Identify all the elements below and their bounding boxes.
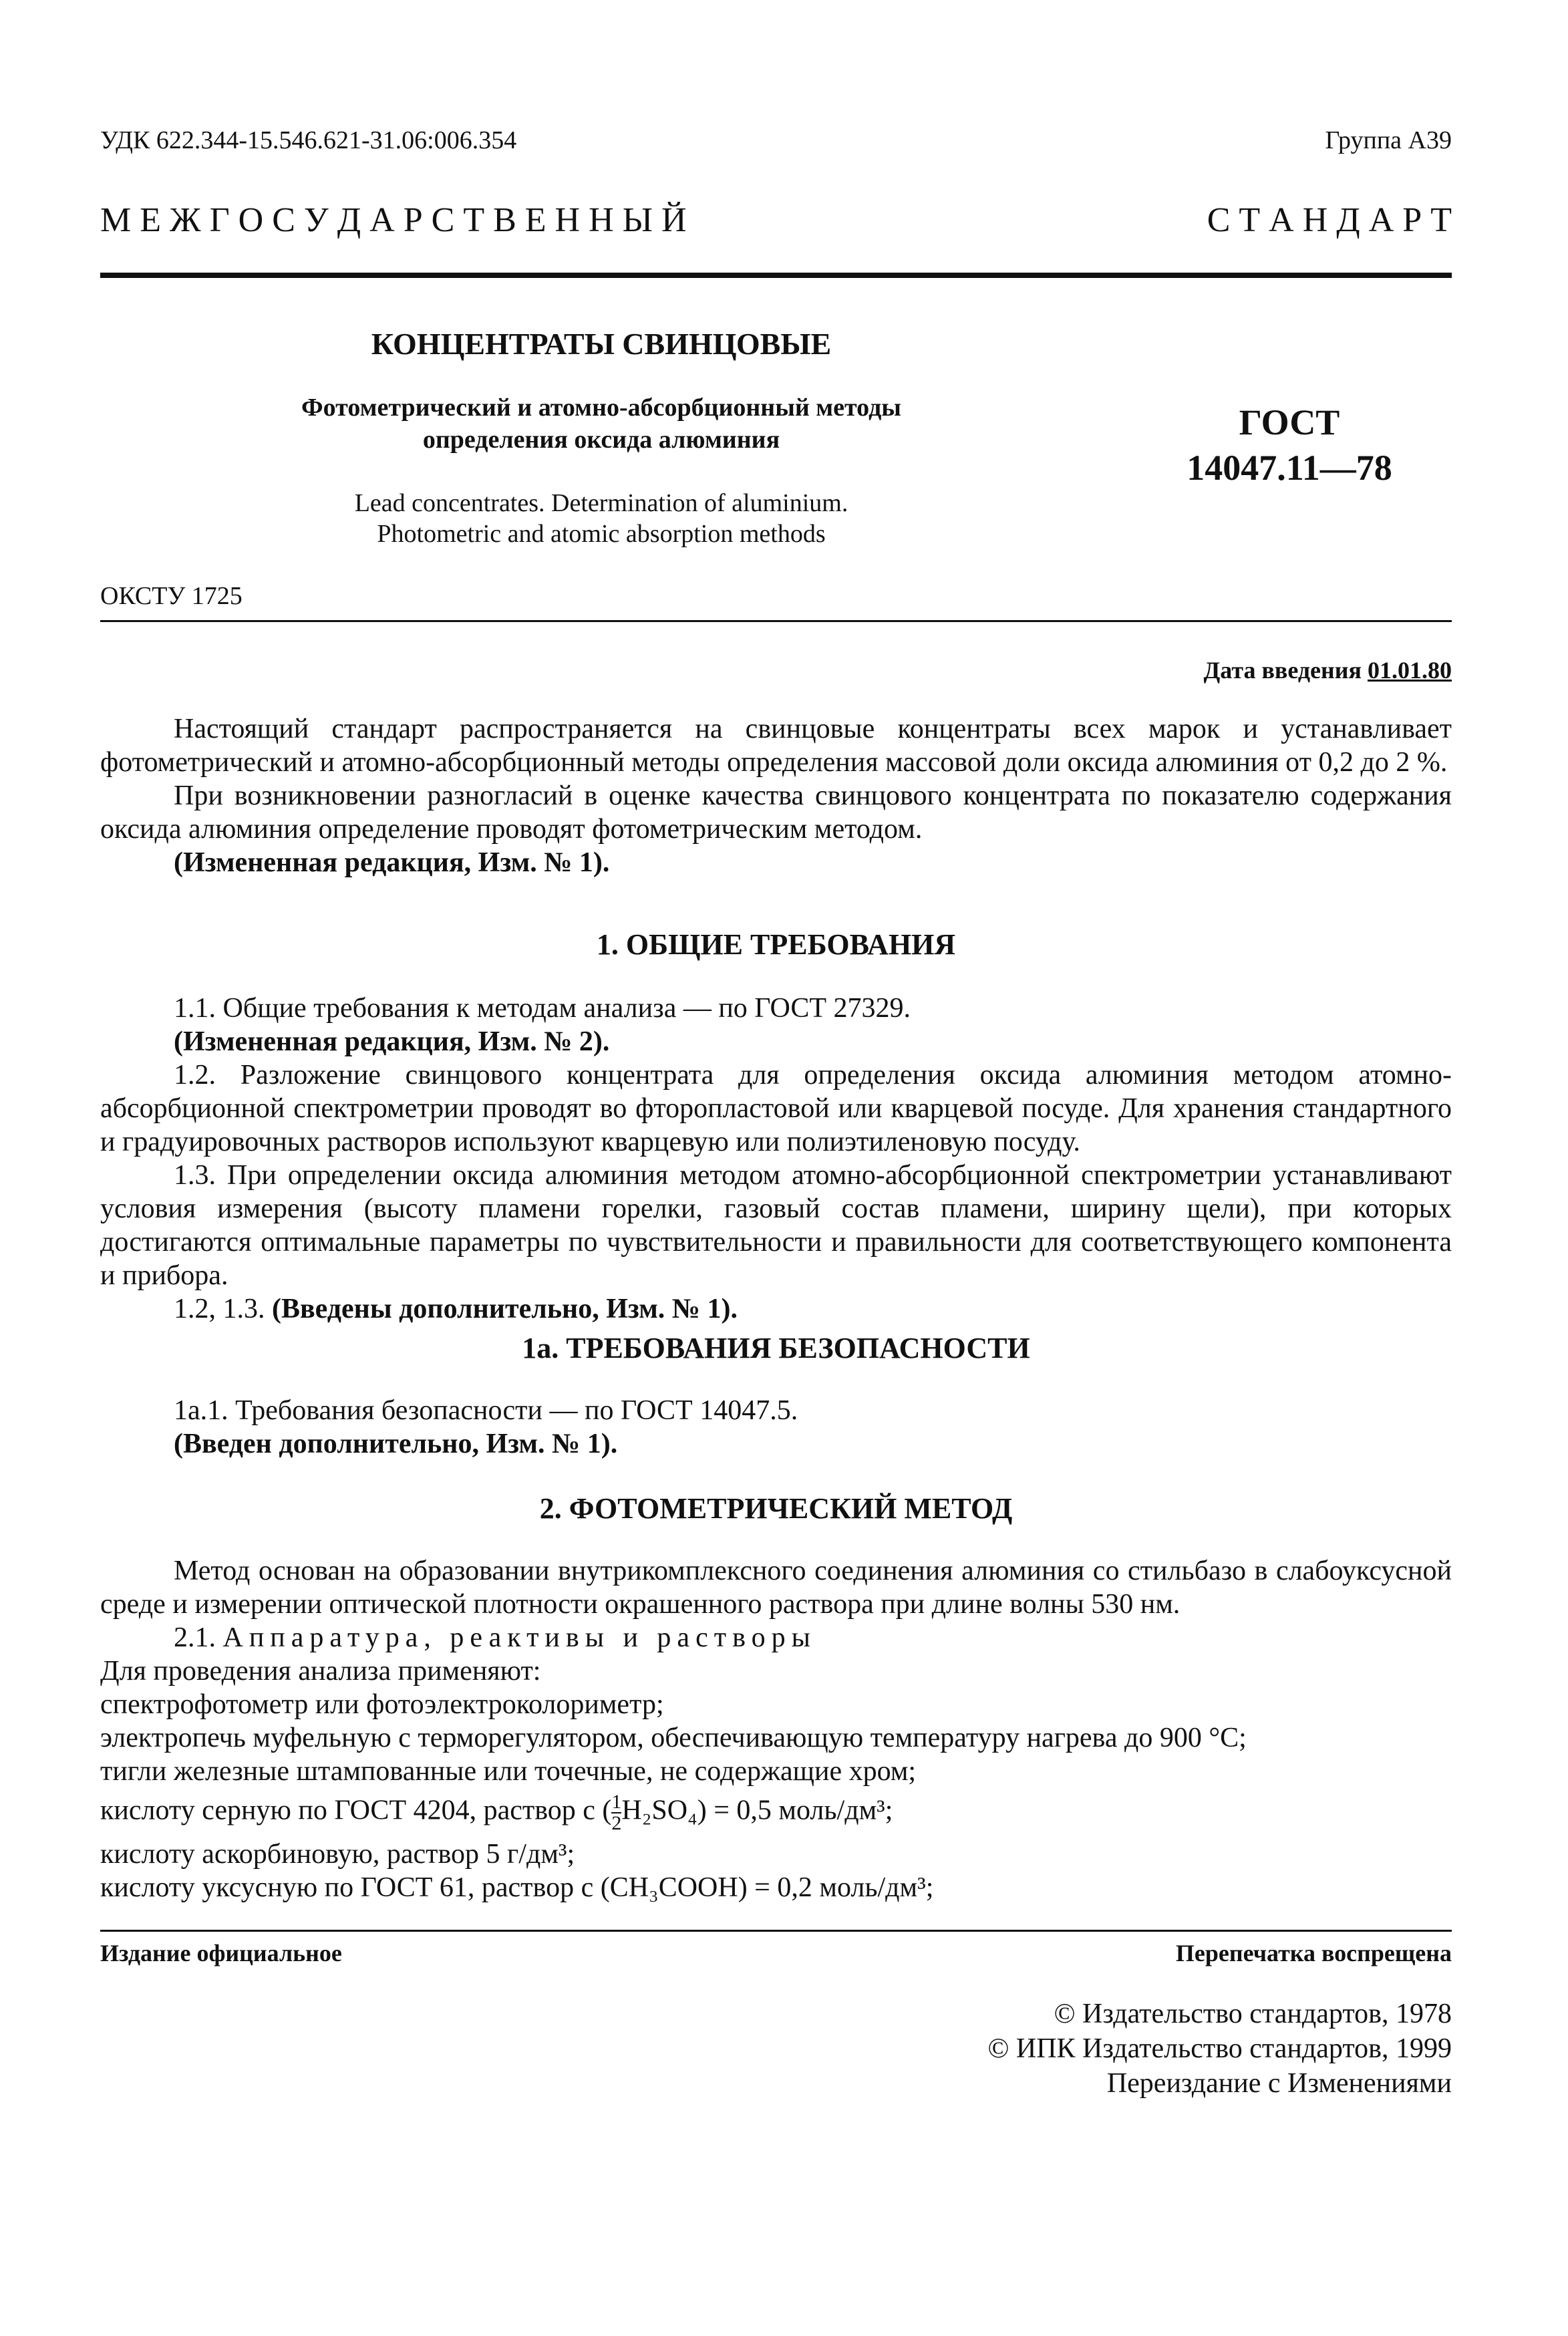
document-subtitle [100,392,1102,456]
introduction-date [1204,656,1452,684]
note-text: (Введены дополнительно, Изм. № 1). [272,1294,738,1324]
title-rule [100,620,1452,622]
subtitle-line-2: определения оксида алюминия [422,426,780,454]
english-line-1: Lead concentrates. Determination of aluminium. [354,489,848,517]
banner-left: М Е Ж Г О С У Д А Р С Т В Е Н Н Ы Й [100,201,687,239]
official-edition-label: Издание официальное [100,1940,342,1966]
clause-2-1-title: Аппаратура, реактивы и растворы [222,1622,816,1653]
note-prefix: 1.2, 1.3. [174,1294,265,1324]
reagent-sulfuric-formula: H₂SO₄ [621,1795,697,1826]
date-label: Дата введения [1203,657,1362,684]
section-1a-heading: 1а. ТРЕБОВАНИЯ БЕЗОПАСНОСТИ [522,1332,1030,1364]
clause-1-1-note: (Измененная редакция, Изм. № 2). [174,1026,610,1057]
okstu-code: ОКСТУ 1725 [100,582,243,610]
clause-1-1: 1.1. Общие требования к методам анализа — по ГОСТ 27329. [174,993,911,1024]
standard-banner [100,200,1452,240]
equipment-item-3: тигли железные штампованные или точечные, не содержащие хром; [100,1756,917,1787]
date-value: 01.01.80 [1368,657,1452,684]
intro-amendment-note: (Измененная редакция, Изм. № 1). [174,847,610,878]
fraction-one-half [611,1792,621,1834]
footer-rule [100,1930,1452,1932]
banner-right: С Т А Н Д А Р Т [1207,201,1452,239]
document-title: КОНЦЕНТРАТЫ СВИНЦОВЫЕ [371,327,832,361]
equipment-item-2: электропечь муфельную с терморегулятором, обеспечивающую температуру нагрева до 900 °С; [100,1723,1247,1753]
apply-line: Для проведения анализа применяют: [100,1656,541,1687]
section-1a-body [100,1394,1452,1461]
method-principle: Метод основан на образовании внутрикомплексного соединения алюминия со стильбазо в слабоуксусной среде и измерении оптической плотности окрашенного раствора при длине волны 530 нм. [100,1556,1452,1620]
gost-number: 14047.11—78 [1187,448,1392,488]
clause-2-1-number: 2.1. [174,1622,216,1653]
gost-label: ГОСТ [1239,402,1340,442]
section-2-heading: 2. ФОТОМЕТРИЧЕСКИЙ МЕТОД [539,1492,1013,1525]
reprint-prohibited-label: Перепечатка воспрещена [1175,1940,1452,1966]
copyright-block [987,1997,1452,2101]
clause-1-3: 1.3. При определении оксида алюминия методом атомно-абсорбционной спектрометрии устанавливают условия измерения (высоту пламени горелки, газовый состав пламени, ширину щели), при которых достигаются оптимальные параметры по чувствительности и правильности для соответствующего компонента и прибора. [100,1160,1452,1291]
section-1-heading: 1. ОБЩИЕ ТРЕБОВАНИЯ [596,928,956,961]
clause-1a-1-note: (Введен дополнительно, Изм. № 1). [174,1429,618,1459]
gost-designation [1129,400,1450,490]
reagent-sulfuric-post: ) = 0,5 моль/дм³; [697,1795,893,1826]
copyright-1978: © Издательство стандартов, 1978 [1054,1999,1452,2029]
fraction-denominator: 2 [611,1812,622,1834]
subtitle-line-1: Фотометрический и атомно-абсорбционный методы [301,394,901,422]
udk-code: УДК 622.344-15.546.621-31.06:006.354 [100,126,517,154]
intro-paragraph-1: Настоящий стандарт распространяется на свинцовые концентраты всех марок и устанавливает фотометрический и атомно-абсорбционный методы определения массовой доли оксида алюминия от 0,2 до 2 %. [100,714,1452,778]
fraction-numerator: 1 [611,1791,622,1813]
intro-block [100,712,1452,879]
reagent-item-sulfuric [100,1792,1452,1834]
clause-1a-1: 1а.1. Требования безопасности — по ГОСТ 14047.5. [174,1395,798,1426]
intro-paragraph-2: При возникновении разногласий в оценке качества свинцового концентрата по показателю содержания оксида алюминия определение проводят фотометрическим методом. [100,780,1452,845]
reagent-item-ascorbic: кислоту аскорбиновую, раствор 5 г/дм³; [100,1839,575,1870]
section-2-body [100,1554,1452,1904]
english-line-2: Photometric and atomic absorption methods [377,520,826,548]
group-code: Группа А39 [1325,126,1452,154]
english-title [100,488,1102,549]
reissue-note: Переиздание с Изменениями [1106,2068,1452,2099]
reagent-item-acetic: кислоту уксусную по ГОСТ 61, раствор с (CH₃COOH) = 0,2 моль/дм³; [100,1872,934,1903]
clause-2-1-heading [100,1621,1452,1654]
equipment-item-1: спектрофотометр или фотоэлектроколориметр; [100,1689,664,1720]
copyright-1999: © ИПК Издательство стандартов, 1999 [987,2033,1452,2064]
clause-1-2: 1.2. Разложение свинцового концентрата для определения оксида алюминия методом атомно-абсорбционной спектрометрии проводят во фторопластовой или кварцевой посуде. Для хранения стандартного и градуировочных растворов используют кварцевую или полиэтиленовую посуду. [100,1060,1452,1157]
reagent-sulfuric-pre: кислоту серную по ГОСТ 4204, раствор с ( [100,1795,612,1826]
header-rule [100,273,1452,278]
section-1-body [100,992,1452,1326]
clause-1-2-1-3-note [100,1292,1452,1326]
